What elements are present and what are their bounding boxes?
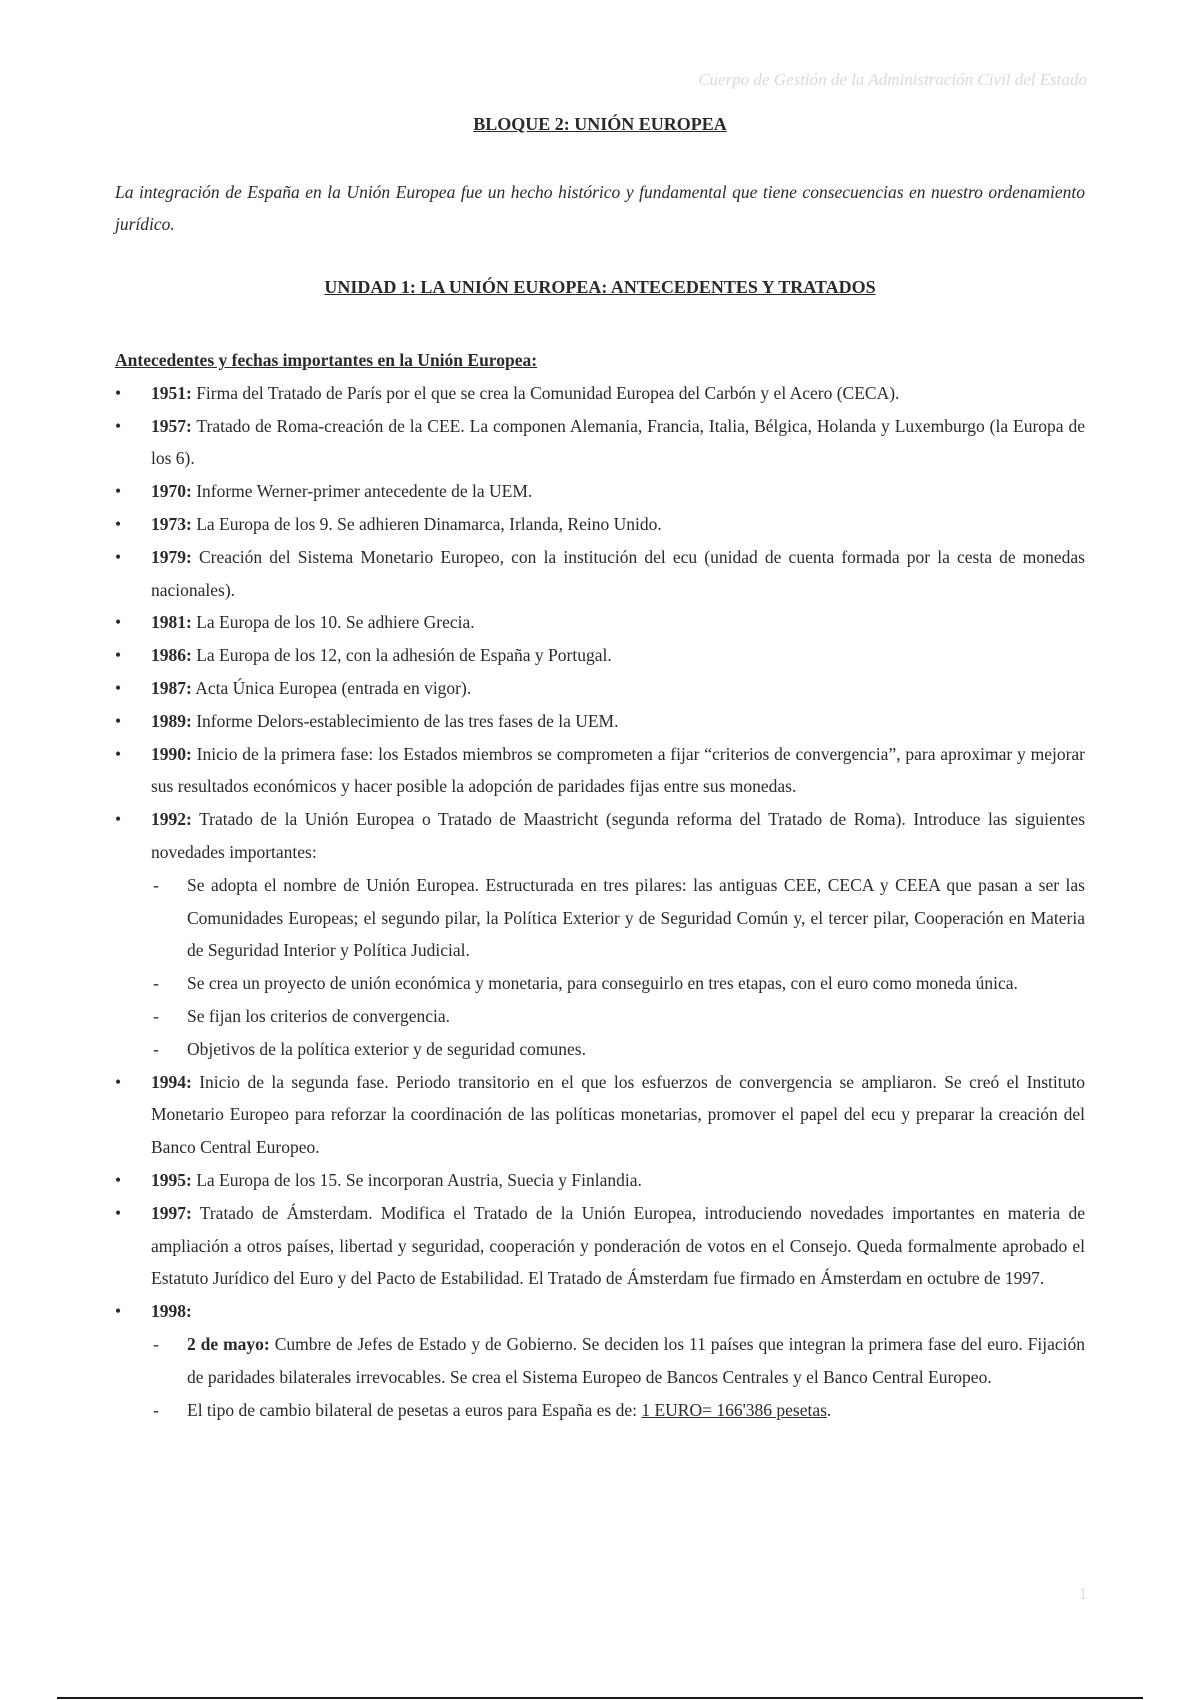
timeline-item-1995: • 1995: La Europa de los 15. Se incorporan Austria, Suecia y Finlandia.	[115, 1164, 1085, 1197]
timeline-item-1997: • 1997: Tratado de Ámsterdam. Modifica el Tratado de la Unión Europea, introduciendo novedades importantes en materia de ampliación a otros países, libertad y seguridad, cooperación y ponderación de votos en el Consejo. Queda formalmente aprobado el Estatuto Jurídico del Euro y del Pacto de Estabilidad. El Tratado de Ámsterdam fue firmado en Ámsterdam en octubre de 1997.	[115, 1197, 1085, 1295]
timeline-item-1951: • 1951: Firma del Tratado de París por el que se crea la Comunidad Europea del Carbón y el Acero (CECA).	[115, 377, 1085, 410]
content-body	[115, 344, 1085, 1426]
timeline-item-1973: • 1973: La Europa de los 9. Se adhieren Dinamarca, Irlanda, Reino Unido.	[115, 508, 1085, 541]
timeline-item-1970: • 1970: Informe Werner-primer antecedente de la UEM.	[115, 475, 1085, 508]
timeline-item-1981: • 1981: La Europa de los 10. Se adhiere Grecia.	[115, 606, 1085, 639]
unit-title: UNIDAD 1: LA UNIÓN EUROPEA: ANTECEDENTES Y TRATADOS	[324, 277, 876, 297]
sub-list-1998	[151, 1328, 1085, 1426]
intro-paragraph: La integración de España en la Unión Europea fue un hecho histórico y fundamental que tiene consecuencias en nuestro ordenamiento jurídico.	[115, 182, 1085, 234]
sub-item: - Objetivos de la política exterior y de seguridad comunes.	[151, 1033, 1085, 1066]
sub-item: - Se fijan los criterios de convergencia.	[151, 1000, 1085, 1033]
sub-list-1992	[151, 869, 1085, 1066]
timeline-item-1989: • 1989: Informe Delors-establecimiento de las tres fases de la UEM.	[115, 705, 1085, 738]
timeline-item-1986: • 1986: La Europa de los 12, con la adhesión de España y Portugal.	[115, 639, 1085, 672]
section-heading: Antecedentes y fechas importantes en la Unión Europea:	[115, 350, 538, 370]
timeline-item-1998: • 1998: - 2 de mayo: Cumbre de Jefes de Estado y de Gobierno. Se deciden los 11 países que integran la primera fase del euro. Fijación de paridades bilaterales irrevocables. Se crea el Sistema Europeo de Bancos Centrales y el Banco Central Europeo. - El tipo de cambio bilateral de pesetas a euros para España es de: 1 EURO= 166'386 pesetas.	[115, 1295, 1085, 1426]
sub-item: - Se crea un proyecto de unión económica y monetaria, para conseguirlo en tres etapas, con el euro como moneda única.	[151, 967, 1085, 1000]
block-title: BLOQUE 2: UNIÓN EUROPEA	[473, 114, 727, 134]
timeline-item-1957: • 1957: Tratado de Roma-creación de la CEE. La componen Alemania, Francia, Italia, Bélgica, Holanda y Luxemburgo (la Europa de los 6).	[115, 410, 1085, 476]
sub-item: - 2 de mayo: Cumbre de Jefes de Estado y de Gobierno. Se deciden los 11 países que integran la primera fase del euro. Fijación de paridades bilaterales irrevocables. Se crea el Sistema Europeo de Bancos Centrales y el Banco Central Europeo.	[151, 1328, 1085, 1394]
page-number: 1	[1079, 1586, 1087, 1603]
timeline-item-1992: • 1992: Tratado de la Unión Europea o Tratado de Maastricht (segunda reforma del Tratado de Roma). Introduce las siguientes novedades importantes: - Se adopta el nombre de Unión Europea. Estructurada en tres pilares: las antiguas CEE, CECA y CEEA que pasan a ser las Comunidades Europeas; el segundo pilar, la Política Exterior y de Seguridad Común y, el tercer pilar, Cooperación en Materia de Seguridad Interior y Política Judicial. - Se crea un proyecto de unión económica y monetaria, para conseguirlo en tres etapas, con el euro como moneda única. - Se fijan los criterios de convergencia. - Objetivos de la política exterior y de seguridad comunes.	[115, 803, 1085, 1065]
sub-item: - El tipo de cambio bilateral de pesetas a euros para España es de: 1 EURO= 166'386 pesetas.	[151, 1394, 1085, 1427]
timeline-list	[115, 377, 1085, 1427]
bottom-rule	[57, 1697, 1143, 1699]
sub-item: - Se adopta el nombre de Unión Europea. Estructurada en tres pilares: las antiguas CEE, CECA y CEEA que pasan a ser las Comunidades Europeas; el segundo pilar, la Política Exterior y de Seguridad Común y, el tercer pilar, Cooperación en Materia de Seguridad Interior y Política Judicial.	[151, 869, 1085, 967]
timeline-item-1979: • 1979: Creación del Sistema Monetario Europeo, con la institución del ecu (unidad de cuenta formada por la cesta de monedas nacionales).	[115, 541, 1085, 607]
timeline-item-1990: • 1990: Inicio de la primera fase: los Estados miembros se comprometen a fijar “criterios de convergencia”, para aproximar y mejorar sus resultados económicos y hacer posible la adopción de paridades fijas entre sus monedas.	[115, 738, 1085, 804]
timeline-item-1994: • 1994: Inicio de la segunda fase. Periodo transitorio en el que los esfuerzos de convergencia se ampliaron. Se creó el Instituto Monetario Europeo para reforzar la coordinación de las políticas monetarias, promover el papel del ecu y preparar la creación del Banco Central Europeo.	[115, 1066, 1085, 1164]
timeline-item-1987: • 1987: Acta Única Europea (entrada en vigor).	[115, 672, 1085, 705]
running-header: Cuerpo de Gestión de la Administración Civil del Estado	[698, 70, 1087, 89]
exchange-rate: 1 EURO= 166'386 pesetas	[641, 1399, 827, 1420]
